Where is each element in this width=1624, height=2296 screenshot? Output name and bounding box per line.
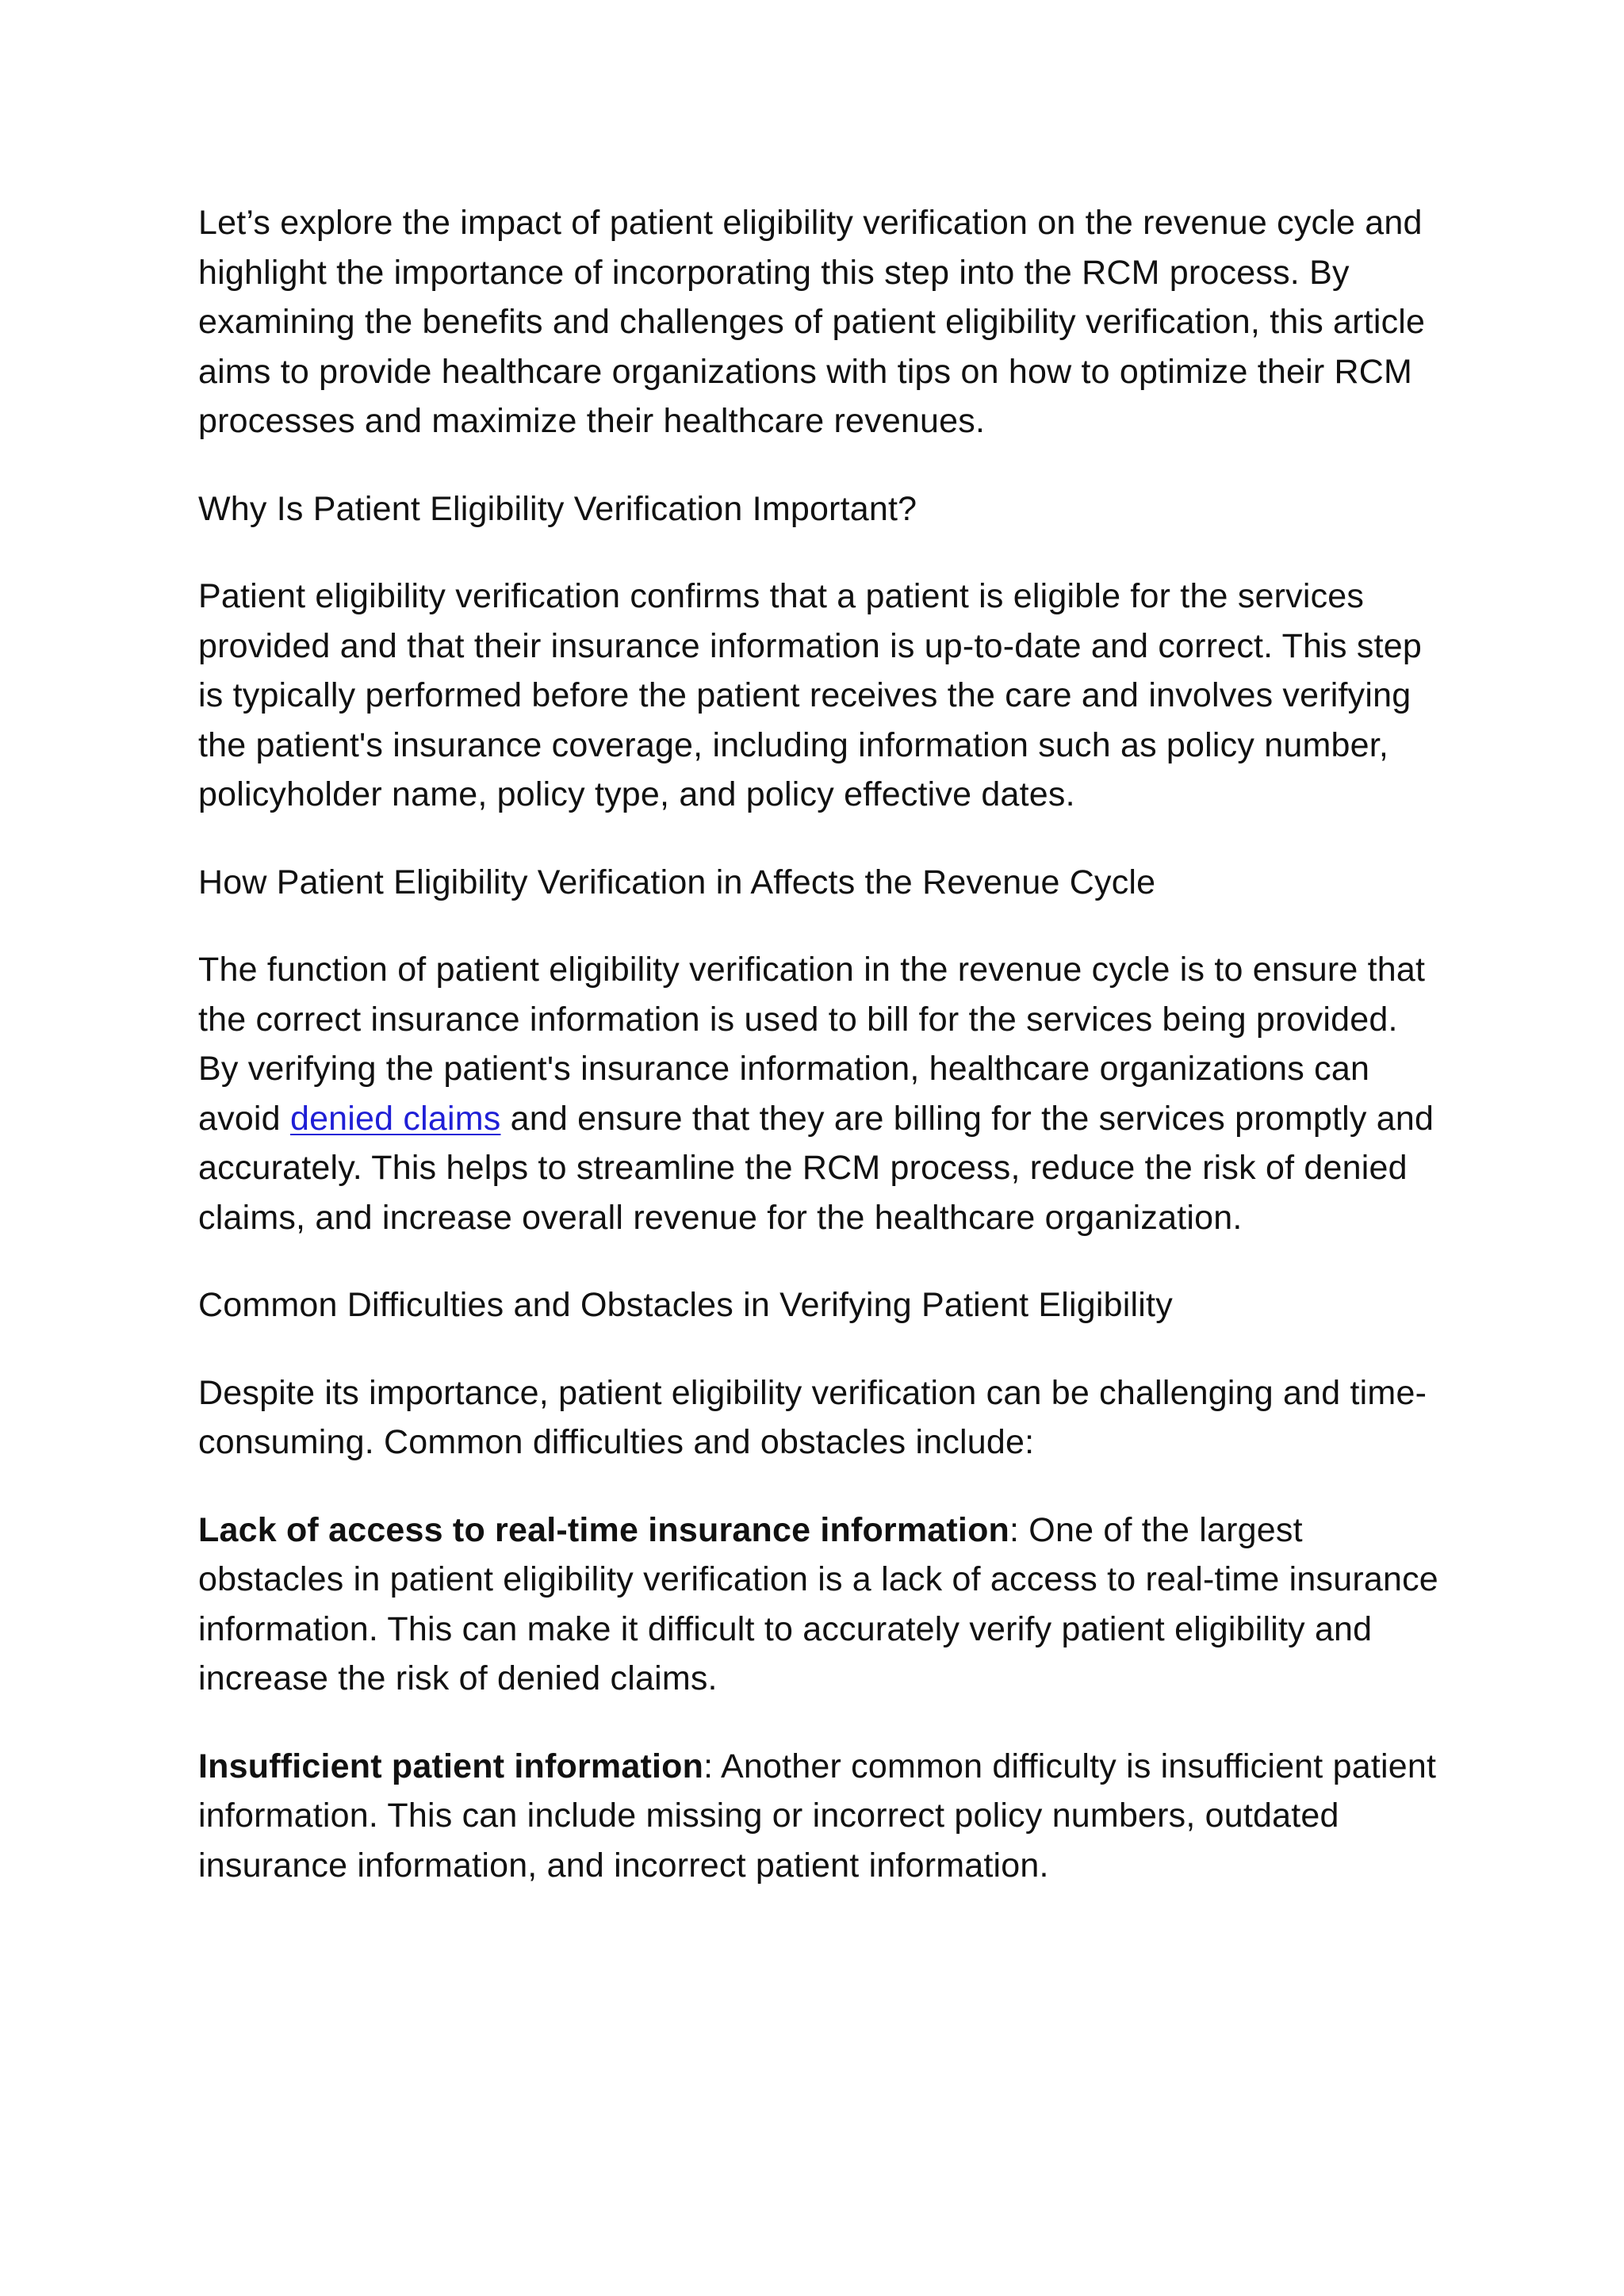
difficulty-item-text: : Another common difficulty is insufficient patient information. This can include missing or incorrect policy numbers, outdated insurance information, and incorrect patient information. (198, 1747, 1437, 1885)
denied-claims-link[interactable]: denied claims (289, 1099, 501, 1138)
section-paragraph-why-important: Patient eligibility verification confirms that a patient is eligible for the services provided and that their insurance information is up-to-date and correct. This step is typically performed before the patient receives the care and involves verifying the patient's insurance coverage, including information such as policy number, policyholder name, policy type, and policy effective dates. (198, 577, 1422, 813)
difficulty-item-insufficient-info (198, 1742, 1443, 1891)
article-body (198, 198, 1443, 1928)
section-heading-revenue-cycle: How Patient Eligibility Verification in Affects the Revenue Cycle (198, 863, 1156, 901)
revenue-cycle-text-before-link: The function of patient eligibility verification in the revenue cycle is to ensure that the correct insurance information is used to bill for the services being provided. By verifying the patient's insurance information, healthcare organizations can avoid (198, 951, 1426, 1138)
section-paragraph-revenue-cycle (198, 945, 1443, 1242)
difficulty-item-title: Insufficient patient information (198, 1747, 704, 1785)
section-heading-why-important: Why Is Patient Eligibility Verification Important? (198, 489, 917, 528)
difficulty-item-real-time-info (198, 1506, 1443, 1704)
section-heading-difficulties: Common Difficulties and Obstacles in Verifying Patient Eligibility (198, 1286, 1173, 1324)
revenue-cycle-text-after-link: and ensure that they are billing for the services promptly and accurately. This helps to streamline the RCM process, reduce the risk of denied claims, and increase overall revenue for the healthcare organization. (198, 1099, 1434, 1237)
difficulty-item-text: : One of the largest obstacles in patient eligibility verification is a lack of access to real-time insurance information. This can make it difficult to accurately verify patient eligibility and increase the risk of denied claims. (198, 1510, 1438, 1697)
intro-paragraph: Let’s explore the impact of patient eligibility verification on the revenue cycle and highlight the importance of incorporating this step into the RCM process. By examining the benefits and challenges of patient eligibility verification, this article aims to provide healthcare organizations with tips on how to optimize their RCM processes and maximize their healthcare revenues. (198, 204, 1426, 440)
section-paragraph-difficulties-intro: Despite its importance, patient eligibility verification can be challenging and time-consuming. Common difficulties and obstacles include: (198, 1373, 1427, 1461)
difficulty-item-title: Lack of access to real-time insurance information (198, 1510, 1010, 1549)
